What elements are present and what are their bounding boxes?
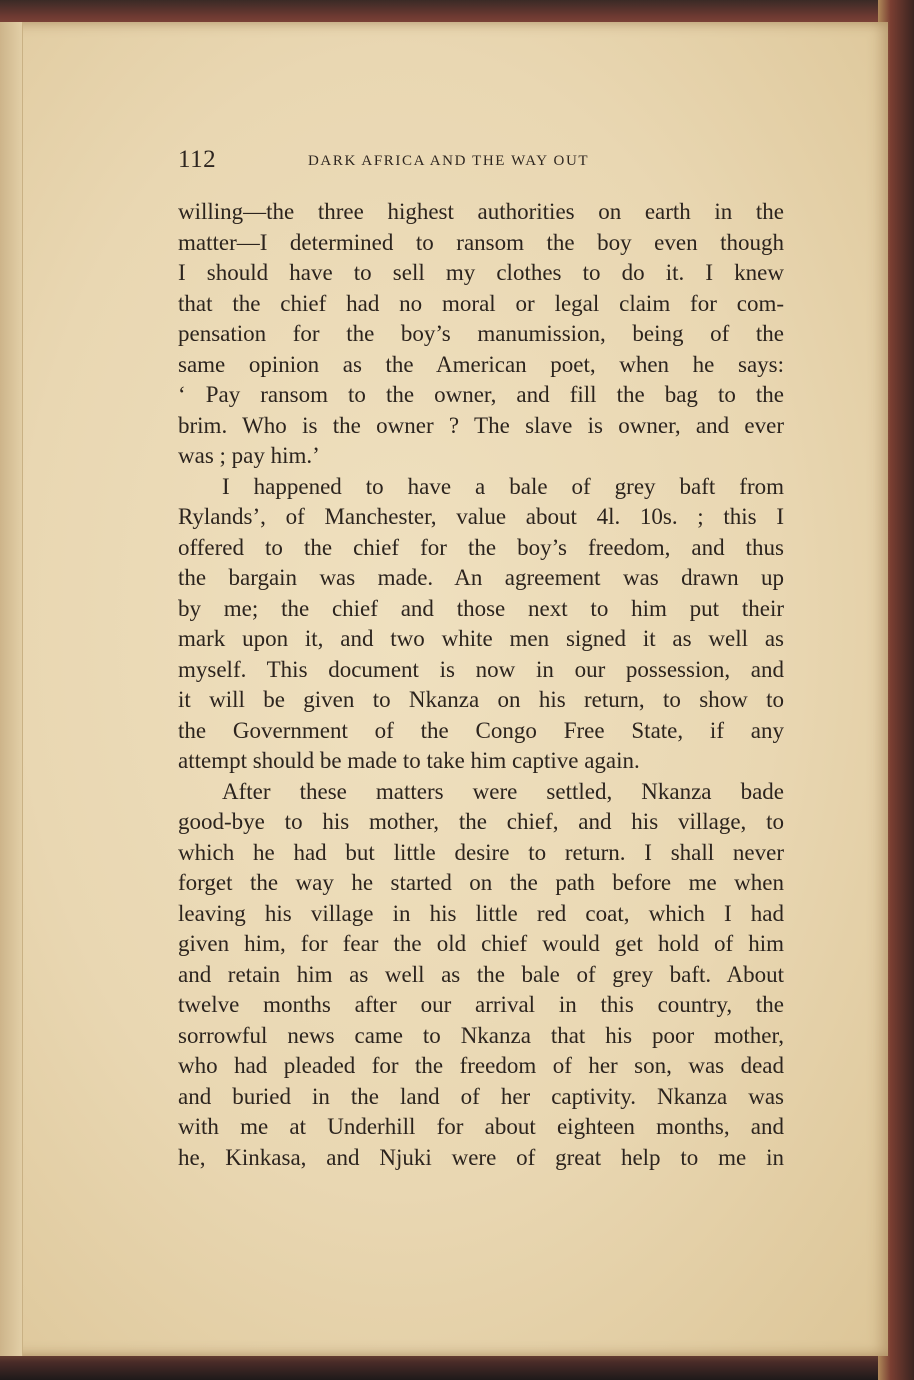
text-line: matter—I determined to ransom the boy even though [178, 229, 784, 255]
text-line: the Government of the Congo Free State, if any [178, 717, 784, 743]
text-line: leaving his village in his little red coat, which I had [178, 900, 784, 926]
page-stack-edge [0, 22, 23, 1356]
page-number: 112 [178, 146, 217, 173]
text-line: offered to the chief for the boy’s freedom, and thus [178, 534, 784, 560]
text-line: good-bye to his mother, the chief, and his village, to [178, 809, 784, 834]
text-line: pensation for the boy’s manumission, being of the [178, 321, 784, 346]
text-line: who had pleaded for the freedom of her son, was dead [178, 1053, 784, 1078]
text-line: After these matters were settled, Nkanza bade [222, 778, 784, 804]
text-line: twelve months after our arrival in this country, the [178, 992, 784, 1017]
text-line: forget the way he started on the path before me when [178, 870, 784, 895]
text-line: and buried in the land of her captivity. Nkanza was [178, 1083, 784, 1109]
text-line: same opinion as the American poet, when he says: [178, 351, 784, 377]
text-line: attempt should be made to take him captive again. [178, 748, 640, 773]
text-line: was ; pay him.’ [178, 443, 320, 468]
text-line: which he had but little desire to return. I shall never [178, 839, 784, 865]
text-line: ‘ Pay ransom to the owner, and fill the bag to the [178, 382, 784, 407]
text-line: that the chief had no moral or legal claim for com- [178, 290, 784, 316]
running-head: DARK AFRICA AND THE WAY OUT [308, 153, 590, 169]
body-text [178, 197, 784, 1173]
text-line: by me; the chief and those next to him put their [178, 595, 784, 621]
text-line: he, Kinkasa, and Njuki were of great help to me in [178, 1144, 784, 1170]
text-line: mark upon it, and two white men signed it as well as [178, 626, 784, 651]
text-line: myself. This document is now in our possession, and [178, 656, 784, 682]
text-line: it will be given to Nkanza on his return, to show to [178, 687, 784, 712]
text-line: sorrowful news came to Nkanza that his poor mother, [178, 1022, 784, 1048]
text-line: willing—the three highest authorities on earth in the [178, 199, 784, 224]
text-line: the bargain was made. An agreement was drawn up [178, 565, 784, 590]
text-line: I should have to sell my clothes to do it. I knew [178, 260, 784, 285]
text-line: brim. Who is the owner ? The slave is owner, and ever [178, 412, 784, 438]
page-header [178, 146, 784, 178]
text-line: with me at Underhill for about eighteen months, and [178, 1114, 784, 1139]
text-line: given him, for fear the old chief would get hold of him [178, 931, 784, 956]
text-line: Rylands’, of Manchester, value about 4l. 10s. ; this I [178, 504, 784, 529]
text-line: and retain him as well as the bale of grey baft. About [178, 961, 784, 987]
text-line: I happened to have a bale of grey baft from [222, 473, 784, 499]
